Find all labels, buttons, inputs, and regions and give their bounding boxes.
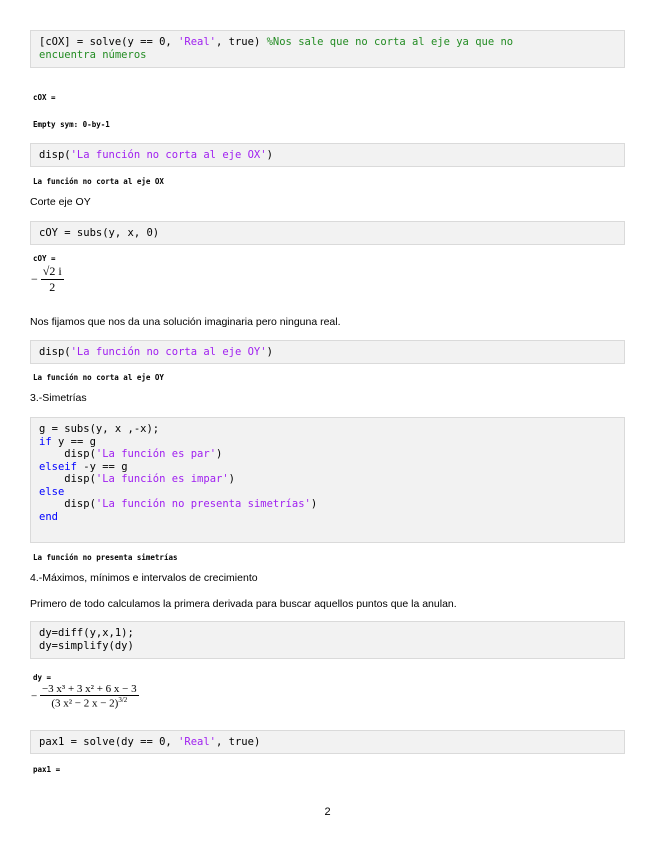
code-string: 'La función no corta al eje OX' — [70, 149, 267, 161]
code-text: ) — [266, 149, 273, 161]
math-fraction — [41, 264, 64, 295]
output-no-corta-oy: La función no corta al eje OY — [33, 373, 164, 382]
code-text: dy=diff(y,x,1); — [39, 627, 134, 639]
code-string: 'La función es par' — [95, 448, 217, 460]
code-string: 'La función no corta al eje OY' — [70, 346, 267, 358]
math-numerator: √2 i — [42, 264, 62, 278]
code-text: , true) — [216, 736, 261, 748]
math-exponent: 3/2 — [118, 696, 128, 704]
code-comment: %Nos sale que no corta al eje ya que no — [266, 36, 514, 48]
math-denominator — [40, 696, 139, 710]
code-text: [cOX] = solve(y == 0, — [39, 36, 179, 48]
code-block-disp-ox[interactable] — [30, 143, 625, 167]
math-fraction — [40, 683, 139, 710]
code-text: disp( — [39, 498, 96, 510]
code-keyword: elseif — [39, 460, 77, 473]
output-cox-label: cOX = — [33, 93, 56, 102]
code-text: , true) — [216, 36, 267, 48]
code-text: ) — [216, 448, 223, 460]
code-text: disp( — [39, 448, 96, 460]
code-string: 'Real' — [178, 736, 217, 748]
code-text: disp( — [39, 346, 71, 358]
code-text: dy=simplify(dy) — [39, 639, 134, 652]
code-comment: encuentra números — [39, 48, 147, 61]
math-sign: − — [31, 690, 38, 703]
code-block-solve-cox[interactable] — [30, 30, 625, 68]
output-no-corta-ox: La función no corta al eje OX — [33, 177, 164, 186]
math-numerator: −3 x³ + 3 x² + 6 x − 3 — [41, 683, 137, 695]
code-keyword: end — [39, 510, 58, 523]
code-block-solve-pax1[interactable] — [30, 730, 625, 754]
code-text: -y == g — [76, 460, 128, 473]
code-block-disp-oy[interactable] — [30, 340, 625, 364]
code-block-subs-coy[interactable] — [30, 221, 625, 245]
code-keyword: else — [39, 485, 65, 498]
text-solucion-imaginaria: Nos fijamos que nos da una solución imaginaria pero ninguna real. — [30, 316, 341, 328]
output-empty-sym: Empty sym: 0-by-1 — [33, 120, 110, 129]
output-no-simetrias: La función no presenta simetrías — [33, 553, 178, 562]
code-string: 'La función no presenta simetrías' — [95, 498, 311, 510]
code-text: y == g — [51, 435, 96, 448]
code-text: ) — [266, 346, 273, 358]
code-text: ) — [310, 498, 318, 510]
output-pax1-label: pax1 = — [33, 765, 61, 774]
code-string: 'Real' — [178, 36, 217, 48]
code-string: 'La función es impar' — [95, 473, 229, 485]
text-primera-derivada: Primero de todo calculamos la primera derivada para buscar aquellos puntos que la anulan. — [30, 598, 457, 610]
code-block-simetrias[interactable] — [30, 417, 625, 543]
heading-maximos-minimos: 4.-Máximos, mínimos e intervalos de crecimiento — [30, 572, 258, 584]
math-sign: − — [31, 272, 38, 286]
math-denominator-base: (3 x² − 2 x − 2) — [51, 697, 119, 710]
output-coy-label: cOY = — [33, 254, 56, 263]
code-text: pax1 = solve(dy == 0, — [39, 736, 179, 748]
math-dy-result — [31, 683, 139, 710]
code-text: disp( — [39, 473, 96, 485]
code-block-diff-dy[interactable] — [30, 621, 625, 659]
code-text: disp( — [39, 149, 71, 161]
text-corte-eje-oy: Corte eje OY — [30, 196, 91, 208]
code-text: ) — [228, 473, 235, 485]
code-text: cOY = subs(y, x, 0) — [39, 227, 160, 239]
heading-simetrias: 3.-Simetrías — [30, 392, 87, 404]
math-denominator: 2 — [49, 280, 56, 294]
math-coy-result — [31, 264, 64, 295]
output-dy-label: dy = — [33, 673, 52, 682]
code-keyword: if — [39, 435, 52, 448]
page-number: 2 — [324, 806, 331, 818]
code-text: g = subs(y, x ,-x); — [39, 423, 160, 435]
